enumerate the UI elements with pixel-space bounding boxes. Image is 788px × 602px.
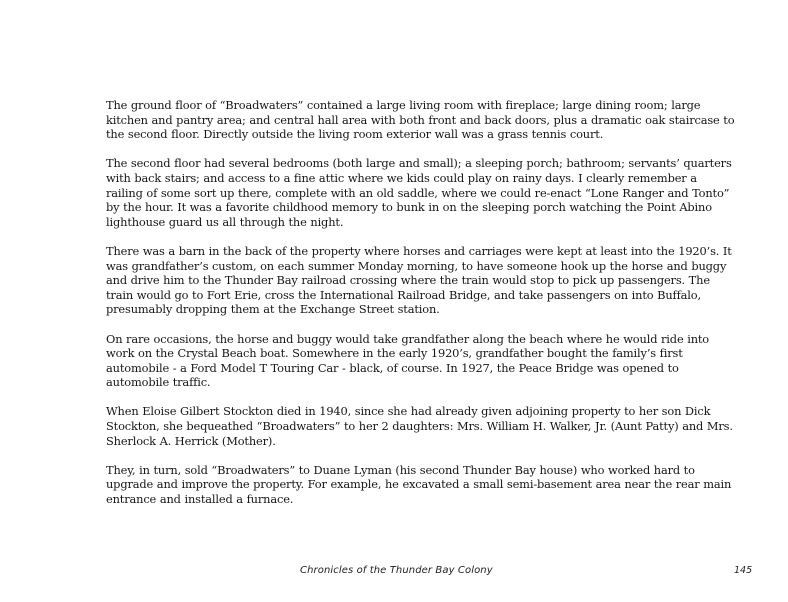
text-line: On rare occasions, the horse and buggy would take grandfather along the beach where he would ride into xyxy=(106,331,710,346)
text-line: When Eloise Gilbert Stockton died in 1940, since she had already given adjoining property to her son Dick xyxy=(106,404,711,419)
paragraph-ground-floor xyxy=(106,98,735,142)
text-line: Stockton, she bequeathed “Broadwaters” to her 2 daughters: Mrs. William H. Walker, Jr. (Aunt Patty) and Mrs. xyxy=(106,419,733,434)
body-text xyxy=(106,98,735,521)
text-line: and drive him to the Thunder Bay railroad crossing where the train would stop to pick up passengers. The xyxy=(106,273,710,288)
text-line: automobile traffic. xyxy=(106,375,211,390)
text-line: They, in turn, sold “Broadwaters” to Duane Lyman (his second Thunder Bay house) who worked hard to xyxy=(106,462,695,477)
text-line: railing of some sort up there, complete with an old saddle, where we could re-enact “Lone Ranger and Tonto” xyxy=(106,185,730,200)
paragraph-second-floor xyxy=(106,156,732,229)
text-line: entrance and installed a furnace. xyxy=(106,492,294,507)
text-line: by the hour. It was a favorite childhood memory to bunk in on the sleeping porch watching the Point Abino xyxy=(106,200,712,215)
text-line: was grandfather’s custom, on each summer Monday morning, to have someone hook up the horse and buggy xyxy=(106,258,727,273)
text-line: kitchen and pantry area; and central hall area with both front and back doors, plus a dramatic oak staircase to xyxy=(106,112,735,127)
paragraph-rare-occasions xyxy=(106,331,710,390)
text-line: the second floor. Directly outside the living room exterior wall was a grass tennis court. xyxy=(106,127,604,142)
text-line: Sherlock A. Herrick (Mother). xyxy=(106,433,276,448)
text-line: upgrade and improve the property. For example, he excavated a small semi-basement area near the rear main xyxy=(106,477,732,492)
paragraph-eloise-stockton xyxy=(106,404,733,448)
text-line: presumably dropping them at the Exchange Street station. xyxy=(106,302,440,317)
text-line: The second floor had several bedrooms (both large and small); a sleeping porch; bathroom; servants’ quarters xyxy=(106,156,732,171)
text-line: There was a barn in the back of the property where horses and carriages were kept at least into the 1920’s. It xyxy=(106,243,732,258)
paragraph-barn xyxy=(106,243,732,317)
paragraph-duane-lyman xyxy=(106,462,732,507)
text-line: work on the Crystal Beach boat. Somewhere in the early 1920’s, grandfather bought the family’s first xyxy=(106,346,683,361)
text-line: with back stairs; and access to a fine attic where we kids could play on rainy days. I clearly remember a xyxy=(106,170,697,185)
text-line: train would go to Fort Erie, cross the International Railroad Bridge, and take passengers on into Buffalo, xyxy=(106,287,701,302)
page-number: 145 xyxy=(734,565,753,576)
text-line: automobile - a Ford Model T Touring Car - black, of course. In 1927, the Peace Bridge was opened to xyxy=(106,360,679,375)
footer-book-title: Chronicles of the Thunder Bay Colony xyxy=(300,565,493,576)
text-line: The ground floor of “Broadwaters” contained a large living room with fireplace; large dining room; large xyxy=(106,98,701,112)
text-line: lighthouse guard us all through the night. xyxy=(106,214,344,229)
